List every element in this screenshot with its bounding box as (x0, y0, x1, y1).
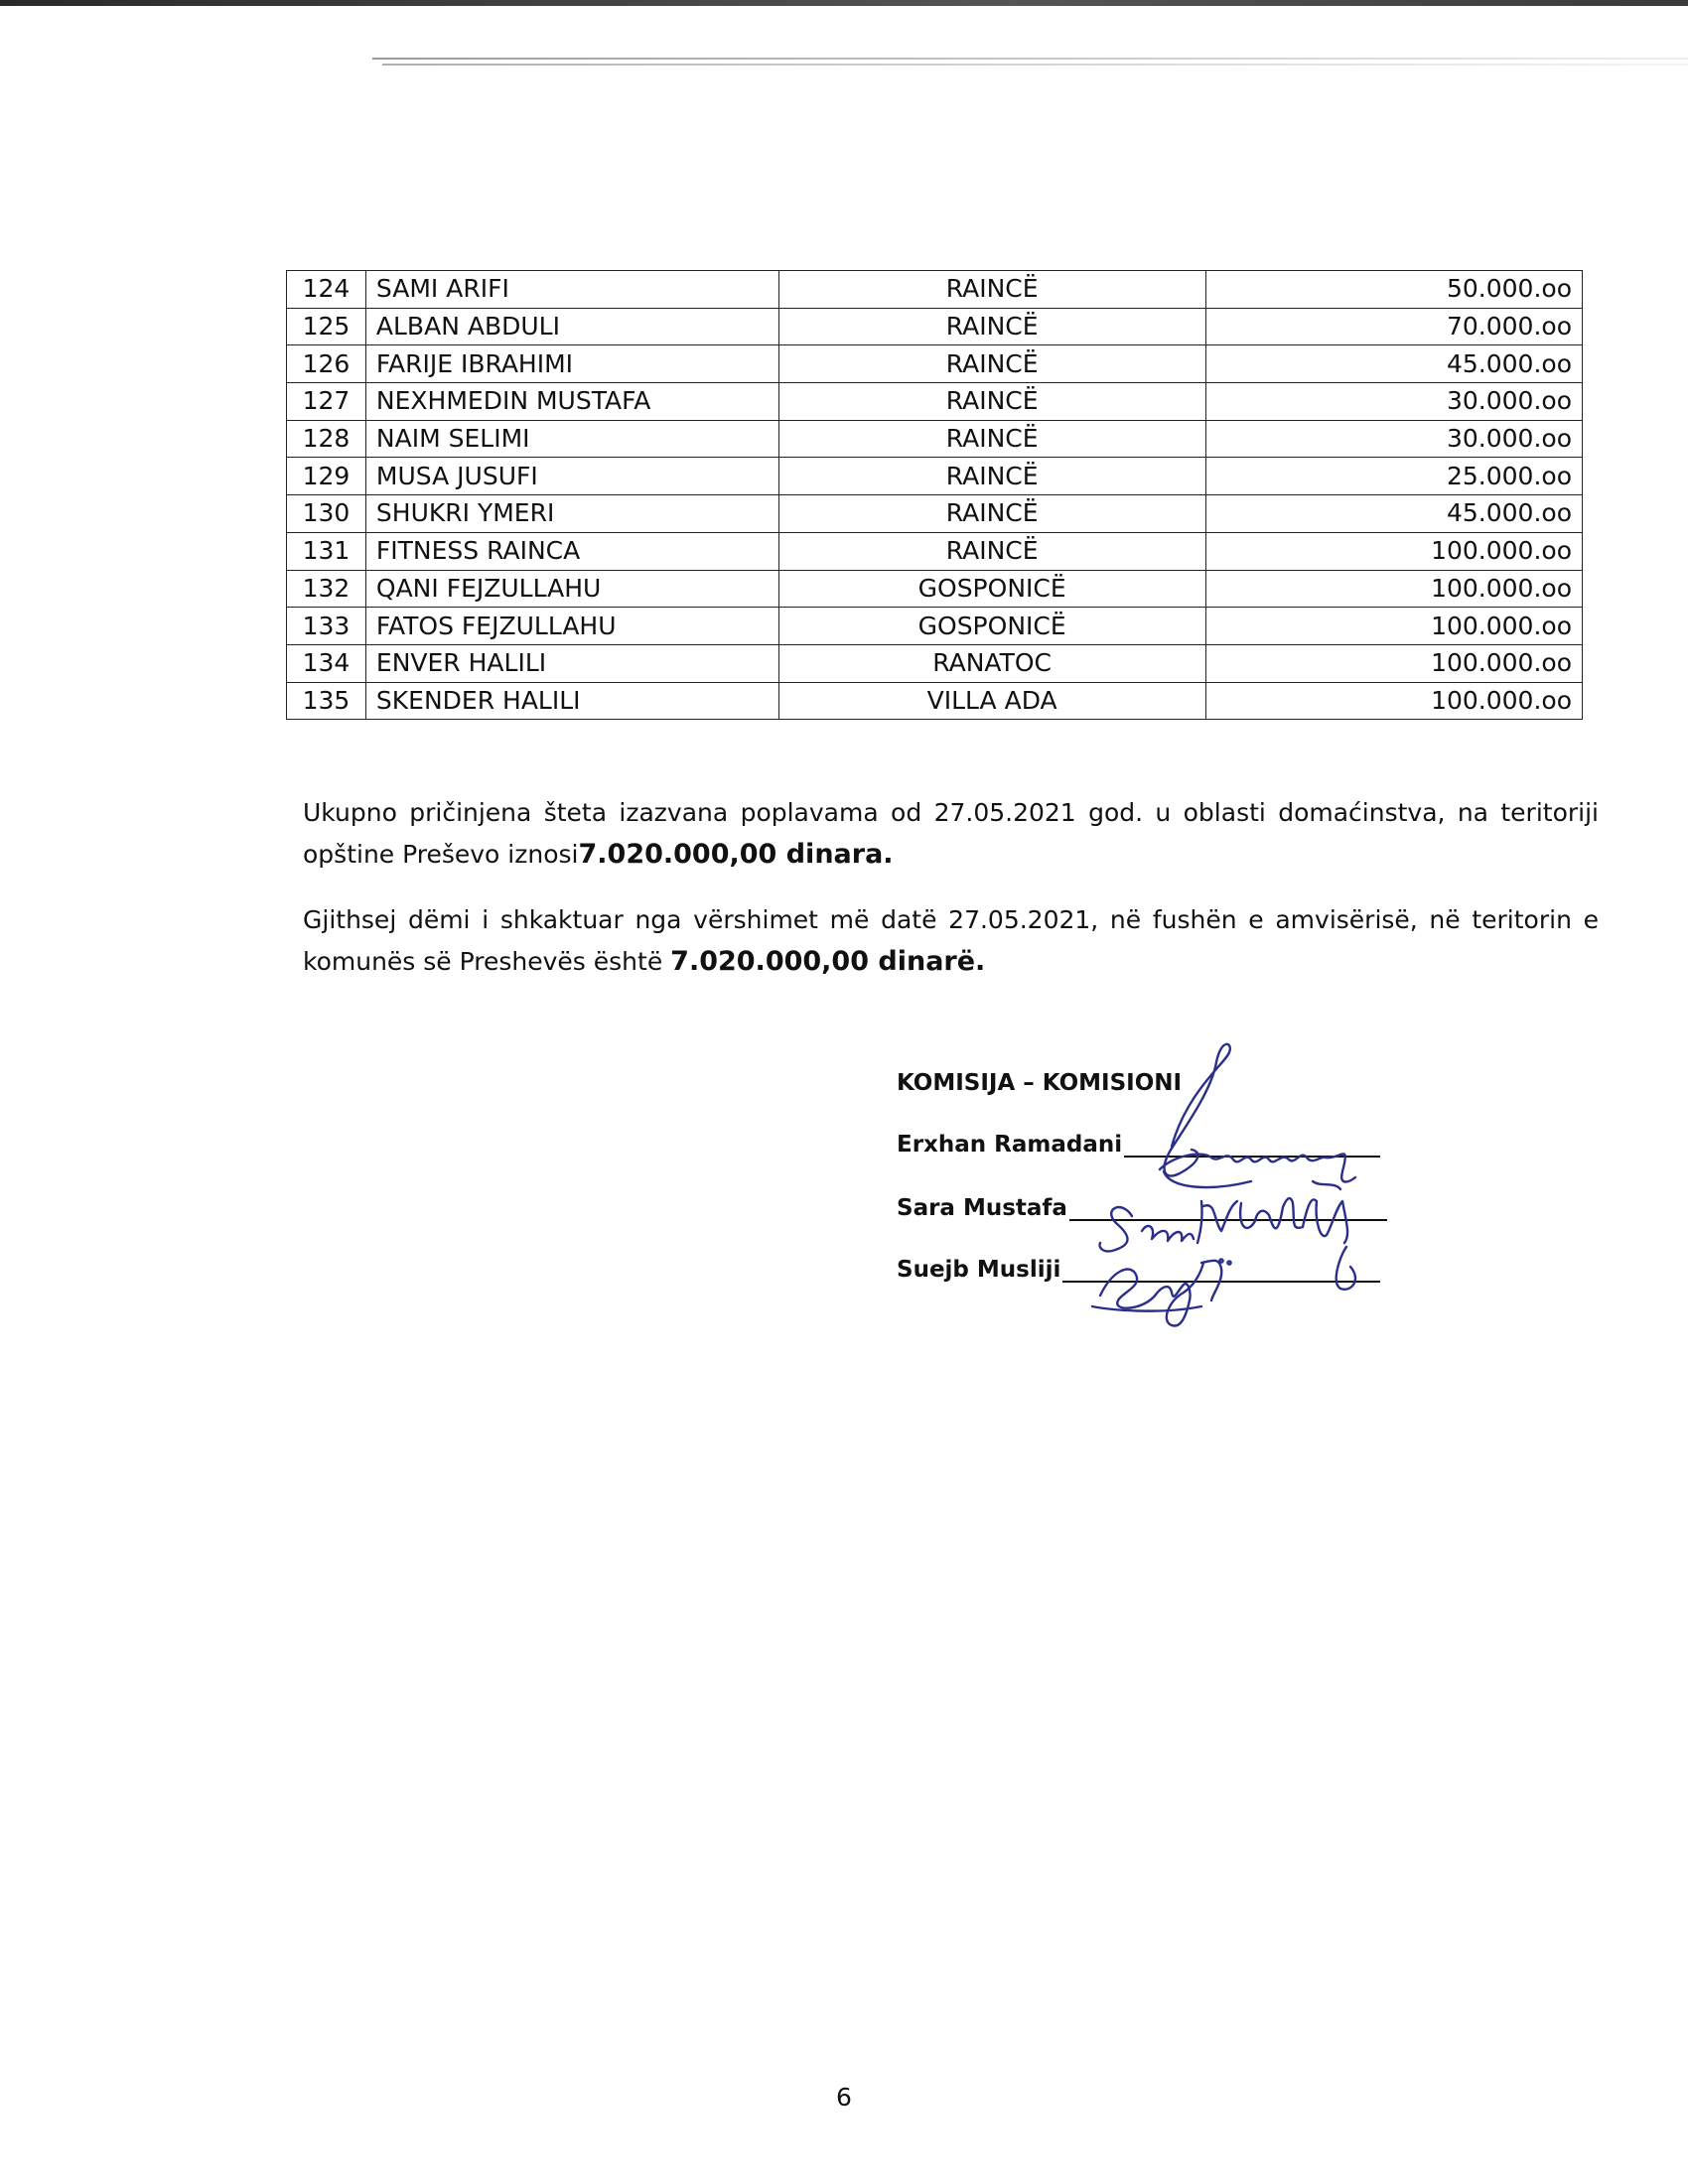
name-cell: FARIJE IBRAHIMI (365, 345, 778, 383)
amount-cell: 25.000.oo (1205, 458, 1582, 495)
signature-sara-s (1100, 1207, 1133, 1251)
row-number-cell: 132 (287, 570, 366, 608)
amount-cell: 70.000.oo (1205, 308, 1582, 345)
row-number-cell: 127 (287, 383, 366, 421)
village-cell: VILLA ADA (778, 682, 1205, 720)
row-number-cell: 133 (287, 608, 366, 645)
amount-cell: 50.000.oo (1205, 271, 1582, 309)
amount-cell: 45.000.oo (1205, 345, 1582, 383)
row-number-cell: 135 (287, 682, 366, 720)
name-cell: MUSA JUSUFI (365, 458, 778, 495)
name-cell: ALBAN ABDULI (365, 308, 778, 345)
name-cell: SAMI ARIFI (365, 271, 778, 309)
row-number-cell: 124 (287, 271, 366, 309)
amount-cell: 30.000.oo (1205, 383, 1582, 421)
name-cell: SHUKRI YMERI (365, 495, 778, 533)
page-number: 6 (836, 2083, 852, 2112)
village-cell: RANATOC (778, 644, 1205, 682)
name-cell: NEXHMEDIN MUSTAFA (365, 383, 778, 421)
table-row (287, 644, 1583, 682)
village-cell: RAINCË (778, 495, 1205, 533)
village-cell: RAINCË (778, 271, 1205, 309)
amount-cell: 100.000.oo (1205, 532, 1582, 570)
summary-albanian (303, 899, 1599, 983)
row-number-cell: 126 (287, 345, 366, 383)
signature-flourish (1165, 1044, 1230, 1176)
name-cell: NAIM SELIMI (365, 420, 778, 458)
village-cell: RAINCË (778, 345, 1205, 383)
damage-records-body (287, 271, 1583, 720)
village-cell: GOSPONICË (778, 608, 1205, 645)
signature-sara-ara (1142, 1226, 1194, 1241)
row-number-cell: 134 (287, 644, 366, 682)
village-cell: RAINCË (778, 458, 1205, 495)
summary-serbian-text: Ukupno pričinjena šteta izazvana poplavama od 27.05.2021 god. u oblasti domaćinstva, na teritoriji opštine Preševo iznosi (303, 798, 1599, 869)
amount-cell: 100.000.oo (1205, 682, 1582, 720)
table-row (287, 420, 1583, 458)
signature-mustafa-rest (1240, 1198, 1347, 1243)
row-number-cell: 129 (287, 458, 366, 495)
table-row (287, 682, 1583, 720)
amount-cell: 100.000.oo (1205, 608, 1582, 645)
summary-serbian-total: 7.020.000,00 dinara. (578, 839, 894, 870)
village-cell: GOSPONICË (778, 570, 1205, 608)
row-number-cell: 125 (287, 308, 366, 345)
signature-suejb (1100, 1261, 1221, 1326)
name-cell: ENVER HALILI (365, 644, 778, 682)
amount-cell: 30.000.oo (1205, 420, 1582, 458)
table-row (287, 308, 1583, 345)
table-row (287, 608, 1583, 645)
table-row (287, 570, 1583, 608)
table-row (287, 458, 1583, 495)
table-row (287, 271, 1583, 309)
table-row (287, 383, 1583, 421)
table-row (287, 532, 1583, 570)
amount-cell: 100.000.oo (1205, 644, 1582, 682)
commission-title: KOMISIJA – KOMISIONI (897, 1070, 1183, 1096)
damage-records-table (286, 270, 1583, 720)
commission-member-name: Suejb Musliji (897, 1257, 1061, 1283)
name-cell: QANI FEJZULLAHU (365, 570, 778, 608)
name-cell: SKENDER HALILI (365, 682, 778, 720)
row-number-cell: 128 (287, 420, 366, 458)
handwritten-signatures (1053, 1032, 1390, 1330)
table-row (287, 495, 1583, 533)
summary-serbian (303, 792, 1599, 876)
village-cell: RAINCË (778, 308, 1205, 345)
amount-cell: 45.000.oo (1205, 495, 1582, 533)
name-cell: FITNESS RAINCA (365, 532, 778, 570)
village-cell: RAINCË (778, 420, 1205, 458)
name-cell: FATOS FEJZULLAHU (365, 608, 778, 645)
summary-albanian-total: 7.020.000,00 dinarë. (670, 946, 986, 977)
row-number-cell: 130 (287, 495, 366, 533)
table-row (287, 345, 1583, 383)
village-cell: RAINCË (778, 383, 1205, 421)
signature-mustafa-m (1197, 1201, 1237, 1243)
row-number-cell: 131 (287, 532, 366, 570)
commission-member-name: Erxhan Ramadani (897, 1132, 1123, 1158)
amount-cell: 100.000.oo (1205, 570, 1582, 608)
village-cell: RAINCË (778, 532, 1205, 570)
summary-albanian-text: Gjithsej dëmi i shkaktuar nga vërshimet më datë 27.05.2021, në fushën e amvisërisë, në teritorin e komunës së Preshevës është (303, 905, 1599, 976)
commission-member-name: Sara Mustafa (897, 1195, 1067, 1221)
